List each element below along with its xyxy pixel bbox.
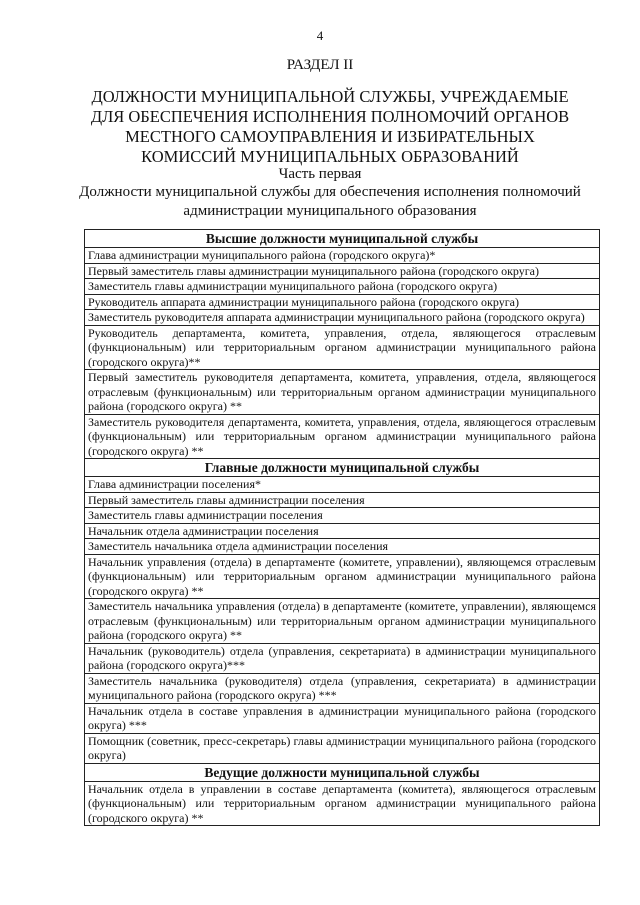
position-row: Начальник отдела в составе управления в администрации муниципального района (городского округа) *** <box>85 703 600 733</box>
position-row: Начальник отдела администрации поселения <box>85 523 600 539</box>
page-number: 4 <box>316 28 324 43</box>
position-row: Начальник управления (отдела) в департаменте (комитете, управлении), являющемся отраслевым (функциональным) или территориальным органом администрации муниципального района (городского округа) ** <box>85 554 600 599</box>
group-header: Ведущие должности муниципальной службы <box>85 763 600 781</box>
document-heading: ДОЛЖНОСТИ МУНИЦИПАЛЬНОЙ СЛУЖБЫ, УЧРЕЖДАЕМЫЕ ДЛЯ ОБЕСПЕЧЕНИЯ ИСПОЛНЕНИЯ ПОЛНОМОЧИЙ ОРГАНОВ МЕСТНОГО САМОУПРАВЛЕНИЯ И ИЗБИРАТЕЛЬНЫХ КОМИССИЙ МУНИЦИПАЛЬНЫХ ОБРАЗОВАНИЙ <box>90 87 570 166</box>
position-row: Начальник отдела в управлении в составе департамента (комитета), являющегося отраслевым (функциональным) или территориальным органом администрации муниципального района (городского округа) ** <box>85 781 600 826</box>
position-row: Начальник (руководитель) отдела (управления, секретариата) в администрации муниципального района (городского округа)*** <box>85 643 600 673</box>
position-row: Заместитель главы администрации муниципального района (городского округа) <box>85 279 600 295</box>
positions-table <box>84 229 600 826</box>
position-row: Помощник (советник, пресс-секретарь) главы администрации муниципального района (городского округа) <box>85 733 600 763</box>
part-title: Часть первая <box>278 166 362 182</box>
position-row: Заместитель главы администрации поселения <box>85 508 600 524</box>
position-row: Глава администрации поселения* <box>85 477 600 493</box>
group-header: Главные должности муниципальной службы <box>85 459 600 477</box>
position-row: Первый заместитель главы администрации поселения <box>85 492 600 508</box>
part-subheading: Должности муниципальной службы для обеспечения исполнения полномочий администрации муниципального образования <box>79 184 581 219</box>
position-row: Заместитель руководителя аппарата администрации муниципального района (городского округа) <box>85 310 600 326</box>
position-row: Первый заместитель главы администрации муниципального района (городского округа) <box>85 263 600 279</box>
position-row: Руководитель аппарата администрации муниципального района (городского округа) <box>85 294 600 310</box>
position-row: Руководитель департамента, комитета, управления, отдела, являющегося отраслевым (функциональным) или территориальным органом администрации муниципального района (городского округа)** <box>85 325 600 370</box>
section-title: РАЗДЕЛ II <box>286 57 354 73</box>
group-header: Высшие должности муниципальной службы <box>85 230 600 248</box>
position-row: Глава администрации муниципального района (городского округа)* <box>85 248 600 264</box>
position-row: Заместитель начальника отдела администрации поселения <box>85 539 600 555</box>
position-row: Заместитель начальника (руководителя) отдела (управления, секретариата) в администрации муниципального района (городского округа) *** <box>85 673 600 703</box>
position-row: Заместитель начальника управления (отдела) в департаменте (комитете, управлении), являющемся отраслевым (функциональным) или территориальным органом администрации муниципального района (городского округа) ** <box>85 599 600 644</box>
position-row: Первый заместитель руководителя департамента, комитета, управления, отдела, являющегося отраслевым (функциональным) или территориальным органом администрации муниципального района (городского округа) ** <box>85 370 600 415</box>
position-row: Заместитель руководителя департамента, комитета, управления, отдела, являющегося отраслевым (функциональным) или территориальным органом администрации муниципального района (городского округа) ** <box>85 414 600 459</box>
